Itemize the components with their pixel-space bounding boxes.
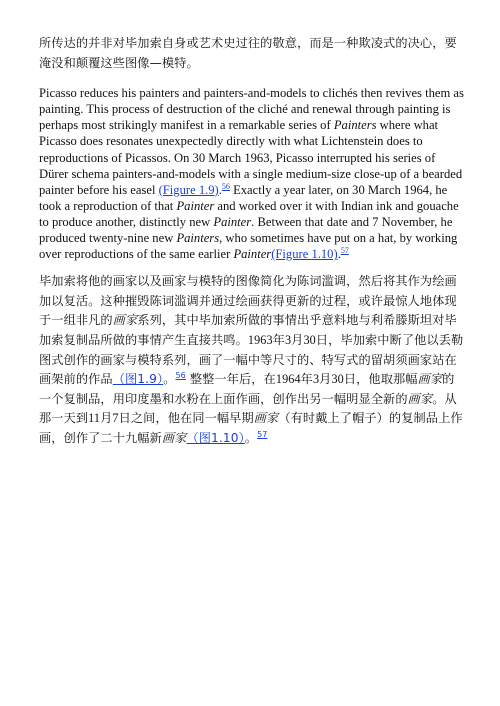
footnote-link-57[interactable]: 57: [340, 245, 349, 255]
italic-title: 画家: [161, 430, 187, 445]
text: . Between that date and 7 November, he produced twenty-nine new: [39, 214, 453, 246]
text: 年: [272, 333, 285, 347]
text: 月: [100, 411, 113, 426]
number: 1963: [247, 333, 273, 347]
number: 30: [303, 333, 316, 347]
number: 1964: [275, 372, 301, 387]
text: .: [218, 182, 222, 197]
footnote-link-56[interactable]: 56: [175, 371, 186, 381]
italic-title: 画家: [407, 391, 433, 406]
text: 。: [244, 430, 258, 445]
figure-link-1-10[interactable]: (Figure 1.10): [271, 247, 338, 262]
number: 30: [331, 372, 344, 387]
figure-link-1-9[interactable]: （图1.9）: [112, 372, 164, 387]
english-paragraph: [39, 85, 465, 262]
chinese-paragraph-top: [39, 34, 465, 73]
italic-title: Painter: [213, 214, 252, 229]
text: 。从那一天到: [39, 391, 457, 426]
text: where what Picasso does resonates unexpectedly directly with what Lichtenstein does to reproductions of Picassos. On 30 March 1963, Picasso interrupted his series of Dürer schema painters-and-models with a single medium-size close-up of a bearded painter before his easel: [39, 118, 463, 197]
number: 11: [88, 411, 101, 426]
page-content: [39, 34, 465, 449]
figure-link-1-10[interactable]: （图1.10）: [186, 430, 245, 445]
figure-link-1-9[interactable]: (Figure 1.9): [158, 182, 219, 197]
text: Exactly a year later, on 30 March 1964, he took a reproduction of that: [39, 182, 448, 213]
text: .: [337, 247, 341, 262]
text: 。: [163, 372, 176, 387]
text: Picasso reduces his painters and painters-and-models to clichés then revives them as painting. This process of destruction of the cliché and renewal through painting is perhaps most strikingly manifest in a remarkable series of: [39, 86, 464, 133]
number: 3: [312, 372, 320, 387]
text: 的一个复制品，用印度墨和水粉在上面作画，创作出另一幅明显全新的: [39, 372, 455, 406]
footnote-link-57[interactable]: 57: [257, 429, 268, 439]
text: 所传达的并非对毕加索自身或艺术史过往的敬意，而是一种欺凌式的决心，要淹没和颠覆这些图像—模特。: [39, 36, 457, 70]
text: 月: [291, 333, 304, 347]
text: , who sometimes have put on a hat, by working over reproductions of the same earlier: [39, 231, 458, 262]
text: 日，他取那幅: [343, 372, 418, 387]
footnote-link-56[interactable]: 56: [221, 181, 230, 191]
text: 系列，其中毕加索所做的事情出乎意料地与利希滕斯坦对毕加索复制品所做的事情产生直接共鸣。: [39, 313, 457, 347]
number: 7: [112, 411, 119, 426]
italic-title: Painters: [333, 118, 377, 133]
number: 3: [284, 333, 292, 347]
chinese-paragraph-translation: [39, 272, 465, 448]
text: and worked over it with Indian ink and gouache to produce another, distinctly new: [39, 198, 459, 229]
italic-title: Painter: [233, 247, 272, 262]
text: 年: [300, 372, 313, 387]
text: 日，毕加索中断了他以丢勒图式创作的画家与模特系列，画了一幅中等尺寸的、特写式的留胡须画家站在画架前的作品: [39, 333, 464, 387]
italic-title: 画家: [112, 313, 138, 328]
text: 月: [319, 372, 332, 387]
italic-title: 画家: [417, 372, 443, 387]
text: 毕加索将他的画家以及画家与模特的图像简化为陈词滥调，然后将其作为绘画加以复活。这种摧毁陈词滥调并通过绘画获得更新的过程，或许最惊人地体现于一组非凡的: [39, 274, 457, 328]
text: 整整一年后，在: [185, 372, 276, 387]
text: （有时戴上了帽子）的复制品上作画，创作了二十九幅新: [39, 411, 463, 445]
text: 日之间，他在同一幅早期: [118, 411, 254, 426]
italic-title: 画家: [253, 411, 279, 426]
italic-title: Painter: [176, 198, 215, 213]
italic-title: Painters: [176, 231, 220, 246]
